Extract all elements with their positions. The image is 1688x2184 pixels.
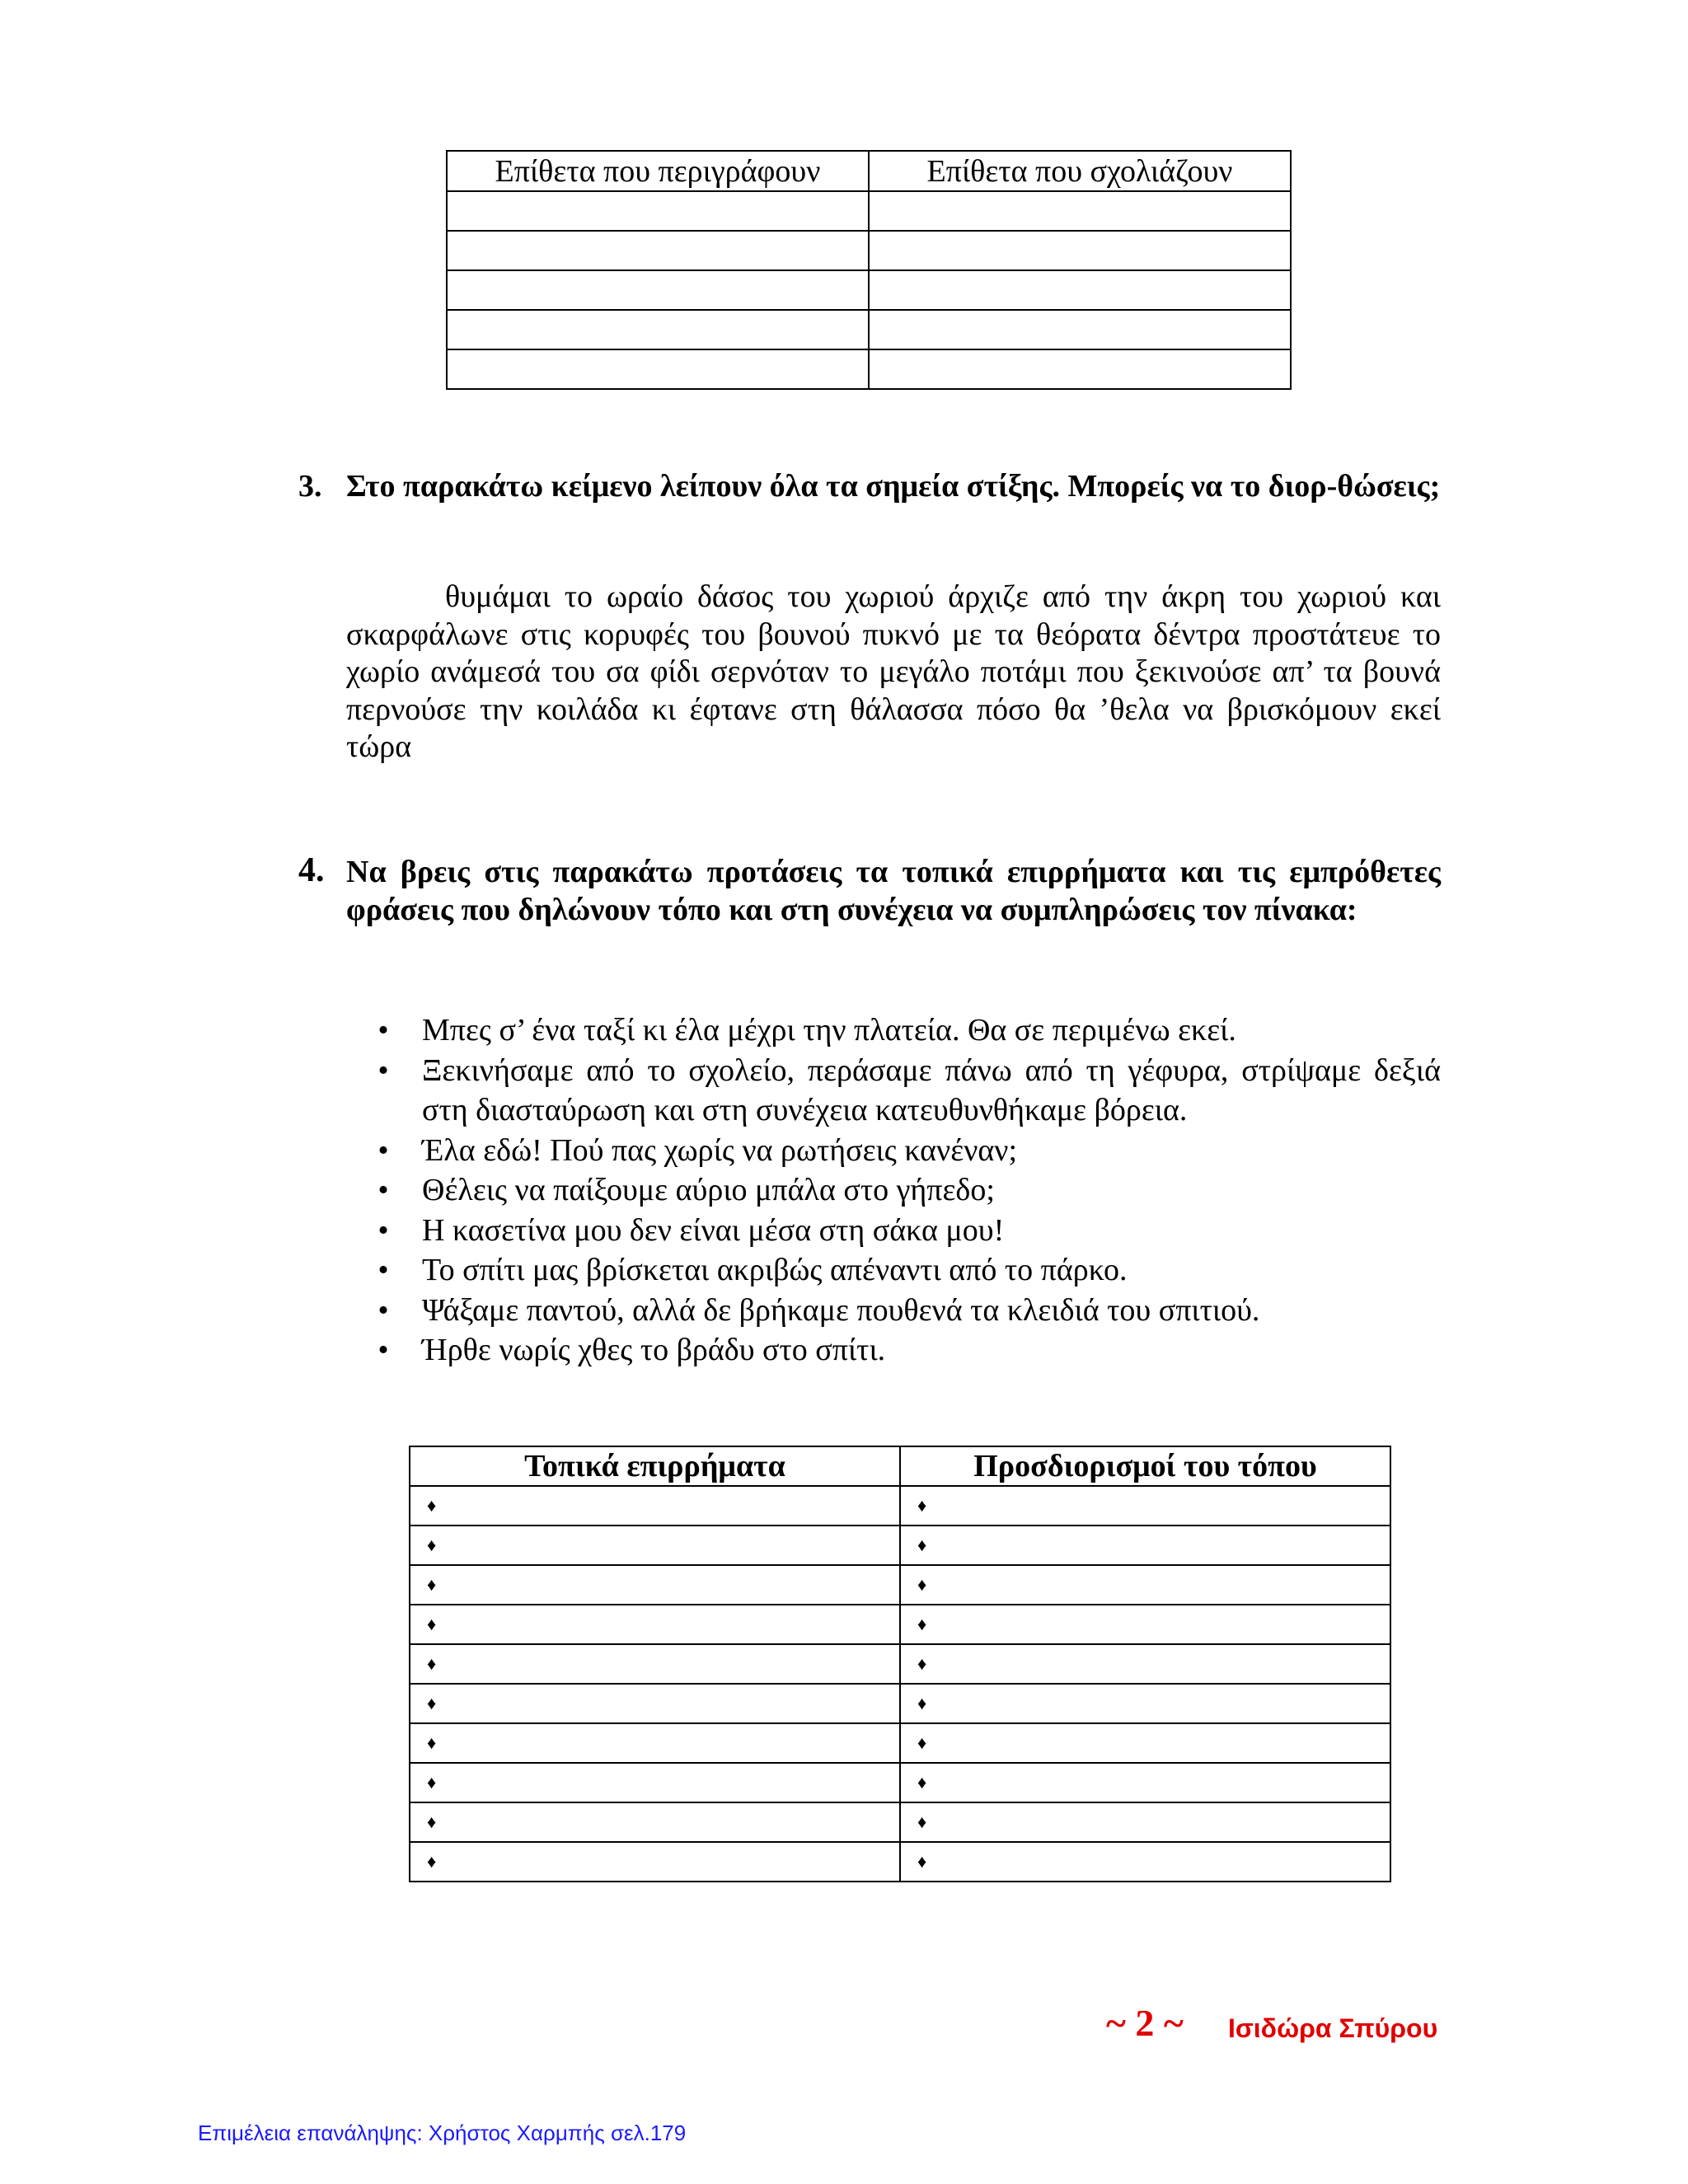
list-item — [371, 1330, 1441, 1371]
sentence-text: Ψάξαμε παντού, αλλά δε βρήκαμε πουθενά τα κλειδιά του σπιτιού. — [422, 1292, 1260, 1328]
answer-cell[interactable] — [410, 1684, 900, 1723]
bullet-icon: • — [377, 1173, 389, 1207]
sentence-text: Η κασετίνα μου δεν είναι μέσα στη σάκα μου! — [422, 1212, 1005, 1248]
diamond-icon: ♦ — [917, 1851, 927, 1872]
table-row — [447, 270, 1291, 310]
list-item — [371, 1051, 1441, 1131]
list-item — [371, 1211, 1441, 1251]
table-row — [410, 1723, 1390, 1763]
author-name: Ισιδώρα Σπύρου — [1228, 2013, 1438, 2043]
list-item — [371, 1131, 1441, 1171]
diamond-icon: ♦ — [917, 1495, 927, 1516]
diamond-icon: ♦ — [917, 1811, 927, 1832]
answer-cell[interactable] — [410, 1763, 900, 1802]
sentence-text: Μπες σ’ ένα ταξί κι έλα μέχρι την πλατεία. Θα σε περιμένω εκεί. — [422, 1013, 1236, 1047]
question-4-instruction: Να βρεις στις παρακάτω προτάσεις τα τοπικά επιρρήματα και τις εμπρόθετες φράσεις που δηλώνουν τόπο και στη συνέχεια να συμπληρώσεις τον πίνακα: — [346, 855, 1441, 927]
diamond-icon: ♦ — [427, 1811, 437, 1832]
diamond-icon: ♦ — [917, 1693, 927, 1713]
answer-cell[interactable] — [900, 1842, 1390, 1882]
answer-cell[interactable] — [410, 1565, 900, 1605]
place-table — [409, 1446, 1391, 1882]
empty-cell[interactable] — [447, 191, 869, 231]
diamond-icon: ♦ — [917, 1614, 927, 1634]
sentence-text: Ήρθε νωρίς χθες το βράδυ στο σπίτι. — [422, 1333, 886, 1367]
answer-cell[interactable] — [410, 1802, 900, 1842]
diamond-icon: ♦ — [917, 1574, 927, 1595]
empty-cell[interactable] — [869, 349, 1291, 389]
bullet-icon: • — [377, 1333, 389, 1367]
table2-header-place: Προσδιορισμοί του τόπου — [900, 1446, 1390, 1486]
answer-cell[interactable] — [900, 1565, 1390, 1605]
table-row — [410, 1802, 1390, 1842]
table-row — [410, 1486, 1390, 1526]
diamond-icon: ♦ — [917, 1535, 927, 1555]
diamond-icon: ♦ — [427, 1614, 437, 1634]
bullet-icon: • — [377, 1013, 389, 1047]
empty-cell[interactable] — [447, 231, 869, 270]
empty-cell[interactable] — [869, 310, 1291, 349]
table-row — [410, 1644, 1390, 1684]
table-row — [410, 1842, 1390, 1882]
empty-cell[interactable] — [447, 310, 869, 349]
sentence-list — [371, 1010, 1441, 1371]
diamond-icon: ♦ — [427, 1732, 437, 1753]
answer-cell[interactable] — [410, 1842, 900, 1882]
diamond-icon: ♦ — [427, 1535, 437, 1555]
diamond-icon: ♦ — [427, 1653, 437, 1674]
sentence-text: Ξεκινήσαμε από το σχολείο, περάσαμε πάνω από τη γέφυρα, στρίψαμε δεξιά στη διασταύρωση και στη συνέχεια κατευθυνθήκαμε βόρεια. — [422, 1052, 1441, 1127]
answer-cell[interactable] — [410, 1605, 900, 1644]
table-row — [410, 1763, 1390, 1802]
empty-cell[interactable] — [869, 191, 1291, 231]
sentence-text: Θέλεις να παίξουμε αύριο μπάλα στο γήπεδο; — [422, 1173, 995, 1207]
list-item — [371, 1250, 1441, 1291]
table-row — [410, 1565, 1390, 1605]
bullet-icon: • — [377, 1132, 389, 1168]
answer-cell[interactable] — [900, 1802, 1390, 1842]
table2-header-adverbs: Τοπικά επιρρήματα — [410, 1446, 900, 1486]
answer-cell[interactable] — [410, 1723, 900, 1763]
list-item — [371, 1170, 1441, 1211]
diamond-icon: ♦ — [427, 1851, 437, 1872]
question-4-number: 4. — [298, 851, 325, 889]
answer-cell[interactable] — [900, 1684, 1390, 1723]
table-row — [410, 1684, 1390, 1723]
answer-cell[interactable] — [900, 1605, 1390, 1644]
diamond-icon: ♦ — [427, 1495, 437, 1516]
list-item — [371, 1010, 1441, 1051]
diamond-icon: ♦ — [427, 1693, 437, 1713]
table-row — [447, 231, 1291, 270]
table-row — [410, 1526, 1390, 1565]
bullet-icon: • — [377, 1212, 389, 1248]
adjectives-table — [446, 150, 1292, 390]
empty-cell[interactable] — [447, 270, 869, 310]
sentence-text: Το σπίτι μας βρίσκεται ακριβώς απέναντι από το πάρκο. — [422, 1253, 1128, 1287]
answer-cell[interactable] — [410, 1486, 900, 1526]
bullet-icon: • — [377, 1253, 389, 1287]
credit-line: Επιμέλεια επανάληψης: Χρήστος Χαρμπής σελ.179 — [198, 2121, 687, 2145]
answer-cell[interactable] — [900, 1763, 1390, 1802]
diamond-icon: ♦ — [427, 1772, 437, 1793]
list-item — [371, 1291, 1441, 1331]
question-3-number: 3. — [298, 469, 322, 504]
question-3-instruction: Στο παρακάτω κείμενο λείπουν όλα τα σημεία στίξης. Μπορείς να το διορ-θώσεις; — [346, 469, 1441, 504]
bullet-icon: • — [377, 1292, 389, 1328]
answer-cell[interactable] — [410, 1644, 900, 1684]
table-row — [447, 349, 1291, 389]
answer-cell[interactable] — [900, 1644, 1390, 1684]
empty-cell[interactable] — [447, 349, 869, 389]
table1-header-comment: Επίθετα που σχολιάζουν — [869, 151, 1291, 191]
empty-cell[interactable] — [869, 231, 1291, 270]
empty-cell[interactable] — [869, 270, 1291, 310]
answer-cell[interactable] — [900, 1486, 1390, 1526]
answer-cell[interactable] — [900, 1723, 1390, 1763]
table-row — [447, 310, 1291, 349]
sentence-text: Έλα εδώ! Πού πας χωρίς να ρωτήσεις κανέναν; — [422, 1132, 1018, 1168]
diamond-icon: ♦ — [917, 1653, 927, 1674]
answer-cell[interactable] — [900, 1526, 1390, 1565]
table1-header-describe: Επίθετα που περιγράφουν — [447, 151, 869, 191]
page-number: ~ 2 ~ — [1106, 2002, 1184, 2044]
table-row — [410, 1605, 1390, 1644]
bullet-icon: • — [377, 1052, 389, 1088]
table-row — [447, 191, 1291, 231]
diamond-icon: ♦ — [917, 1732, 927, 1753]
diamond-icon: ♦ — [917, 1772, 927, 1793]
diamond-icon: ♦ — [427, 1574, 437, 1595]
question-3-text: θυμάμαι το ωραίο δάσος του χωριού άρχιζε από την άκρη του χωριού και σκαρφάλωνε στις κορυφές του βουνού πυκνό με τα θεόρατα δέντρα προστάτευε το χωρίο ανάμεσά του σα φίδι σερνόταν το μεγάλο ποτάμι που ξεκινούσε απ’ τα βουνά περνούσε την κοιλάδα κι έφτανε στη θάλασσα πόσο θα ’θελα να βρισκόμουν εκεί τώρα — [346, 579, 1441, 764]
answer-cell[interactable] — [410, 1526, 900, 1565]
